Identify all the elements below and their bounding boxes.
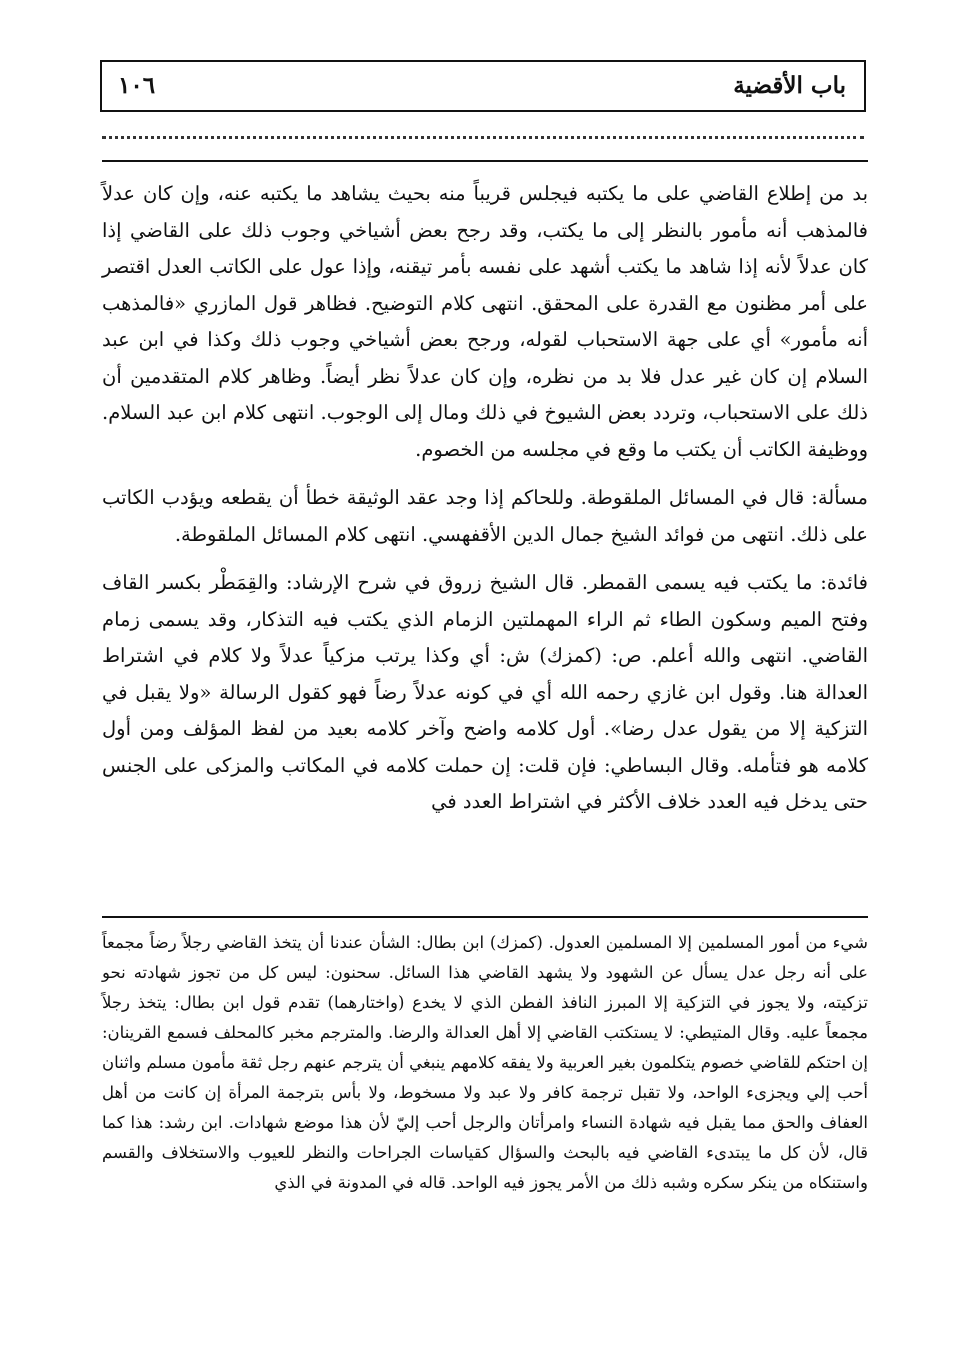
header-dotted-divider [102,130,864,139]
main-paragraph: فائدة: ما يكتب فيه يسمى القمطر. قال الشيخ زروق في شرح الإرشاد: والقِمَطْر بكسر القاف وفتح الميم وسكون الطاء ثم الراء المهملتين الزمام الذي يكتب فيه التذكار، وقد يسمى زمام القاضي. انتهى والله أعلم. ص: (كمزك) ش: أي وكذا يرتب مزكياً عدلاً ولا كلام في اشتراط العدالة هنا. وقول ابن غازي رحمه الله أي في كونه عدلاً رضاً فهو كقول الرسالة «ولا يقبل في التزكية إلا من يقول عدل رضا». أول كلامه واضح وآخر كلامه بعيد من لفظ المؤلف ومن أول كلامه هو فتأمله. وقال البساطي: فإن قلت: إن حملت كلامه في المكاتب والمزكى على الجنس حتى يدخل فيه العدد خلاف الأكثر في اشتراط العدد في [102,571,868,813]
footnote-paragraph: شيء من أمور المسلمين إلا المسلمين العدول. (كمزك) ابن بطال: الشأن عندنا أن يتخذ القاضي رجلاً رضاً مجمعاً على أنه رجل عدل يسأل عن الشهود ولا يشهد القاضي هذا السائل. سحنون: ليس كل من تجوز شهادته نحو تزكيته، ولا يجوز في التزكية إلا المبرز النافذ الفطن الذي لا يخدع (واختارهما) تقدم قول ابن بطال: يتخذ رجلاً مجمعاً عليه. وقال المتيطي: لا يستكتب القاضي إلا أهل العدالة والرضا. والمترجم مخبر كالمحلف فسمع القرينان: إن احتكم للقاضي خصوم يتكلمون بغير العربية ولا يفقه كلامهم ينبغي أن يترجم عنهم رجل ثقة مأمون مسلم واثنان أحب إلي ويجزىء الواحد، ولا تقبل ترجمة كافر ولا عبد ولا مسخوط، ولا بأس بترجمة المرأة إن كانت من أهل العفاف والحق مما يقبل فيه شهادة النساء وامرأتان والرجل أحب إليّ لأن هذا موضع شهادات. ابن رشد: هذا كما قال، لأن كل ما يبتدىء القاضي فيه بالبحث والسؤال كقياسات الجراحات والنظر للعيوب والاستخلاف والقسم واستنكاه من ينكر سكره وشبه ذلك من الأمر يجوز فيه الواحد. قاله في المدونة في الذي [102,933,868,1192]
main-paragraph: بد من إطلاع القاضي على ما يكتبه فيجلس قريباً منه بحيث يشاهد ما يكتبه عنه، وإن كان عدلاً فالمذهب أنه مأمور بالنظر إلى ما يكتب، وقد رجح بعض أشياخي وجوب ذلك على القاضي إذا كان عدلاً لأنه إذا شاهد ما يكتب أشهد على نفسه بأمر تيقنه، وإذا عول على الكاتب العدل اقتصر على أمر مظنون مع القدرة على المحقق. انتهى كلام التوضيح. فظاهر قول المازري «فالمذهب أنه مأمور» أي على جهة الاستحباب لقوله، ورجح بعض أشياخي وجوب ذلك وكذا في ابن عبد السلام إن كان غير عدل فلا بد من نظره، وإن كان عدلاً نظر أيضاً. وظاهر كلام المتقدمين أن ذلك على الاستحباب، وتردد بعض الشيوخ في ذلك ومال إلى الوجوب. انتهى كلام ابن عبد السلام. ووظيفة الكاتب أن يكتب ما وقع في مجلسه من الخصوم. [102,182,868,461]
footnote-text [102,928,868,1198]
main-text [102,176,868,821]
main-paragraph: مسألة: قال في المسائل الملقوطة. وللحاكم إذا وجد عقد الوثيقة خطأ أن يقطعه ويؤدب الكاتب على ذلك. انتهى من فوائد الشيخ جمال الدين الأقفهسي. انتهى كلام المسائل الملقوطة. [102,486,868,546]
page-number: ١٠٦ [118,72,156,99]
chapter-title: باب الأقضية [733,72,846,99]
footnote-rule [102,916,868,918]
top-rule [102,160,868,162]
running-header [100,60,866,112]
